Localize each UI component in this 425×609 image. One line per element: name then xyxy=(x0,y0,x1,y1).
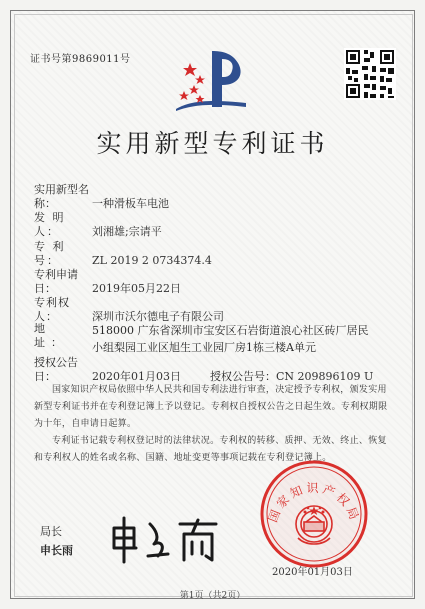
page-number: 第1页（共2页） xyxy=(179,591,246,601)
field-label: 授权公告号： xyxy=(210,370,276,383)
field-patent-number xyxy=(34,240,212,268)
address-line-1: 518000 广东省深圳市宝安区石岩街道浪心社区砖厂居民 xyxy=(92,324,369,337)
signatory-title: 局长 xyxy=(40,525,62,538)
field-filing-date xyxy=(34,268,181,296)
seal-date: 2020年01月03日 xyxy=(272,567,353,578)
field-value: ZL 2019 2 0734374.4 xyxy=(92,254,212,267)
field-label: 授权公告日： xyxy=(34,356,78,383)
handwritten-signature xyxy=(104,510,224,570)
certificate-number: 证书号第9869011号 xyxy=(30,54,131,65)
address-value xyxy=(92,322,392,356)
field-label: 地 址： xyxy=(34,322,68,349)
field-grant-date xyxy=(34,356,373,384)
field-label: 实用新型名称： xyxy=(34,183,89,210)
notice-paragraph-1: 国家知识产权局依照中华人民共和国专利法进行审查，决定授予专利权，颁发实用新型专利证书并在专利登记簿上予以登记。专利权自授权公告之日起生效。专利权期限为十年，自申请日起算。 xyxy=(34,385,388,429)
field-address xyxy=(34,322,92,350)
field-value: 刘湘雄;宗请平 xyxy=(92,225,162,238)
field-value: 2019年05月22日 xyxy=(92,282,181,295)
official-seal xyxy=(258,458,370,570)
field-label: 专 利 号： xyxy=(34,240,66,267)
legal-notice xyxy=(34,382,394,467)
notice-paragraph-2: 专利证书记载专利权登记时的法律状况。专利权的转移、质押、无效、终止、恢复和专利权人的姓名或名称、国籍、地址变更等事项记载在专利登记簿上。 xyxy=(34,436,387,463)
field-utility-model-name xyxy=(34,183,169,211)
signatory-name: 申长雨 xyxy=(40,544,73,557)
field-value: 2020年01月03日 xyxy=(92,370,181,383)
field-label: 专利权人： xyxy=(34,296,70,323)
page-title: 实用新型专利证书 xyxy=(96,129,329,158)
field-value: CN 209896109 U xyxy=(276,370,374,383)
cnipa-logo-icon xyxy=(170,45,250,115)
seal-text: 国家知识产权局 xyxy=(265,481,363,525)
field-value: 一种滑板车电池 xyxy=(92,197,169,210)
field-label: 专利申请日： xyxy=(34,268,78,295)
field-value: 深圳市沃尔德电子有限公司 xyxy=(92,310,224,323)
field-inventor xyxy=(34,211,162,239)
address-line-2: 小组梨园工业区旭生工业园厂房1栋三楼A单元 xyxy=(92,341,316,354)
field-patentee xyxy=(34,296,224,324)
field-label: 发 明 人： xyxy=(34,211,66,238)
qr-code-icon xyxy=(344,48,396,100)
